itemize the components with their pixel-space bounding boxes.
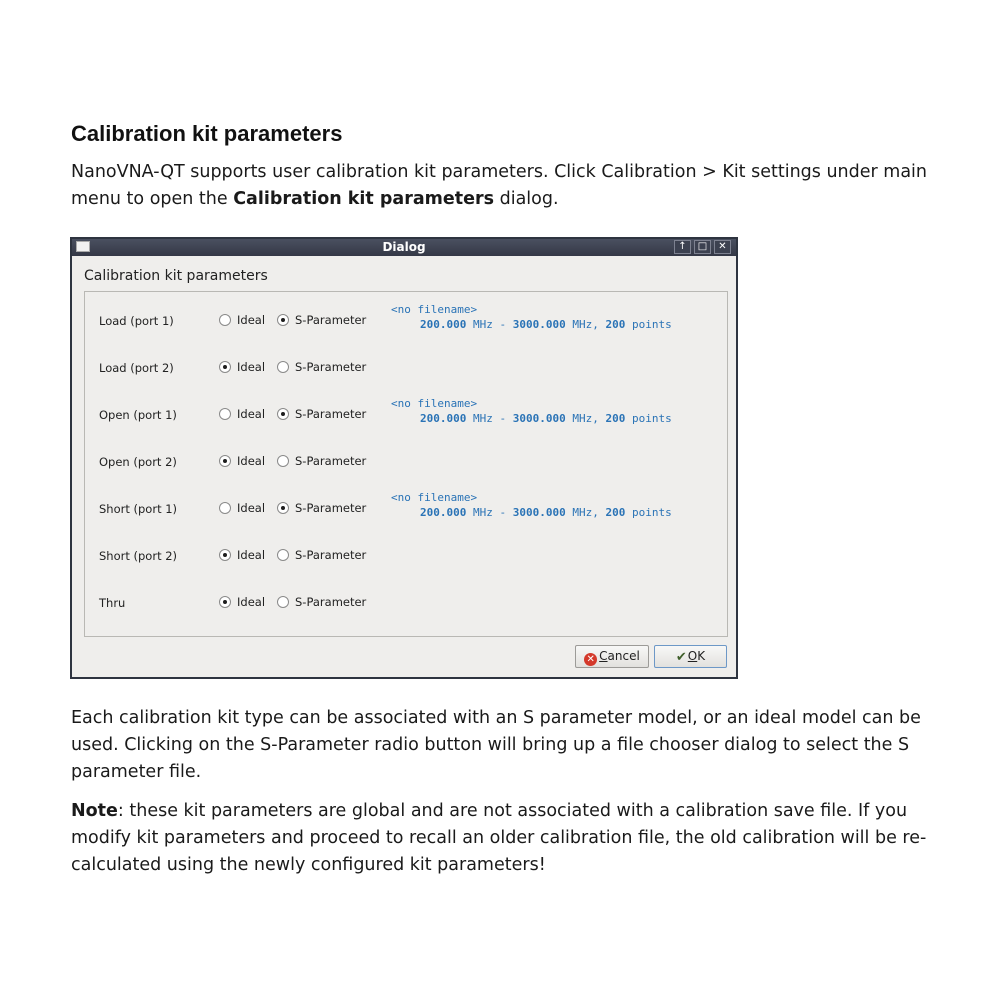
dialog-heading: Calibration kit parameters <box>84 268 268 284</box>
s-parameter-radio-label: S-Parameter <box>295 595 367 609</box>
kit-row-label: Load (port 1) <box>99 314 174 328</box>
radio-circle-icon <box>277 596 289 608</box>
radio-circle-icon <box>277 502 289 514</box>
radio-circle-icon <box>219 408 231 420</box>
kit-row-label: Load (port 2) <box>99 361 174 375</box>
range-unit: MHz <box>572 318 593 331</box>
intro-end-text: dialog. <box>494 189 559 209</box>
kit-row-label: Short (port 1) <box>99 502 178 516</box>
kit-row-label: Open (port 1) <box>99 408 177 422</box>
radio-circle-icon <box>219 314 231 326</box>
radio-circle-icon <box>277 455 289 467</box>
intro-paragraph <box>71 159 931 213</box>
s-parameter-radio-label: S-Parameter <box>295 360 367 374</box>
radio-circle-icon <box>277 314 289 326</box>
range-range-end: 3000.000 <box>512 318 566 331</box>
range-range-start: 200.000 <box>420 412 467 425</box>
arrow-up-icon[interactable]: ↑ <box>674 240 691 254</box>
kit-row <box>85 489 725 529</box>
s-parameter-radio-label: S-Parameter <box>295 313 367 327</box>
kit-row <box>85 301 725 341</box>
ok-mnemonic: O <box>687 649 698 663</box>
cancel-mnemonic: C <box>599 649 608 663</box>
radio-circle-icon <box>219 455 231 467</box>
frequency-range-text: 200.000 MHz - 3000.000 MHz, 200 points <box>420 318 672 331</box>
range-range-end: 3000.000 <box>512 412 566 425</box>
filename-text: <no filename> <box>391 303 478 316</box>
ideal-radio-label: Ideal <box>237 360 266 374</box>
radio-circle-icon <box>219 502 231 514</box>
radio-circle-icon <box>219 361 231 373</box>
dialog-title: Dialog <box>382 240 426 254</box>
range-unit: MHz <box>472 318 493 331</box>
radio-circle-icon <box>277 408 289 420</box>
ideal-radio-label: Ideal <box>237 407 266 421</box>
intro-text: NanoVNA-QT supports user calibration kit parameters. Click Calibration > Kit settings under main menu to open the <box>71 162 927 209</box>
note-text: : these kit parameters are global and are not associated with a calibration save file. If you modify kit parameters and proceed to recall an older calibration file, the old calibration will be re-calculated using the newly configured kit parameters! <box>71 801 927 875</box>
ok-button[interactable] <box>654 645 727 668</box>
calibration-kit-dialog <box>70 237 738 679</box>
range-unit: MHz <box>572 412 593 425</box>
sparameter-file-info <box>391 490 672 520</box>
ideal-radio-label: Ideal <box>237 548 266 562</box>
kit-row-label: Open (port 2) <box>99 455 177 469</box>
range-range-start: 200.000 <box>420 506 467 519</box>
range-unit: MHz <box>572 506 593 519</box>
range-points: 200 <box>605 412 626 425</box>
range-points-label: points <box>631 318 672 331</box>
kit-row <box>85 536 725 576</box>
s-parameter-radio-label: S-Parameter <box>295 501 367 515</box>
radio-circle-icon <box>277 549 289 561</box>
range-points: 200 <box>605 506 626 519</box>
doc-heading: Calibration kit parameters <box>71 121 343 146</box>
radio-circle-icon <box>277 361 289 373</box>
range-range-end: 3000.000 <box>512 506 566 519</box>
description-paragraph: Each calibration kit type can be associated with an S parameter model, or an ideal model can be used. Clicking on the S-Parameter radio button will bring up a file chooser dialog to select the S parameter file. <box>71 708 921 782</box>
note-paragraph <box>71 798 931 879</box>
sparameter-file-info <box>391 396 672 426</box>
s-parameter-radio-label: S-Parameter <box>295 454 367 468</box>
intro-bold-text: Calibration kit parameters <box>233 189 495 209</box>
close-icon[interactable]: ✕ <box>714 240 731 254</box>
kit-groupbox <box>84 291 728 637</box>
kit-row <box>85 442 725 482</box>
frequency-range-text: 200.000 MHz - 3000.000 MHz, 200 points <box>420 506 672 519</box>
s-parameter-radio-label: S-Parameter <box>295 548 367 562</box>
ideal-radio-label: Ideal <box>237 313 266 327</box>
filename-text: <no filename> <box>391 397 478 410</box>
kit-row <box>85 348 725 388</box>
cancel-label: ancel <box>607 649 640 663</box>
kit-row-label: Thru <box>99 596 126 610</box>
note-label: Note <box>71 801 118 821</box>
frequency-range-text: 200.000 MHz - 3000.000 MHz, 200 points <box>420 412 672 425</box>
range-points-label: points <box>631 506 672 519</box>
s-parameter-radio-label: S-Parameter <box>295 407 367 421</box>
range-points-label: points <box>631 412 672 425</box>
radio-circle-icon <box>219 549 231 561</box>
range-range-start: 200.000 <box>420 318 467 331</box>
ideal-radio-label: Ideal <box>237 595 266 609</box>
cancel-button[interactable] <box>575 645 649 668</box>
sparameter-file-info <box>391 302 672 332</box>
range-points: 200 <box>605 318 626 331</box>
kit-row-label: Short (port 2) <box>99 549 178 563</box>
ok-label: K <box>697 649 706 663</box>
filename-text: <no filename> <box>391 491 478 504</box>
ideal-radio-label: Ideal <box>237 501 266 515</box>
range-unit: MHz <box>472 412 493 425</box>
range-unit: MHz <box>472 506 493 519</box>
dialog-titlebar[interactable] <box>72 239 736 256</box>
maximize-icon[interactable]: □ <box>694 240 711 254</box>
cancel-icon: ✕ <box>584 653 597 666</box>
checkmark-icon: ✔ <box>675 650 687 665</box>
radio-circle-icon <box>219 596 231 608</box>
kit-row <box>85 583 725 623</box>
ideal-radio-label: Ideal <box>237 454 266 468</box>
kit-row <box>85 395 725 435</box>
